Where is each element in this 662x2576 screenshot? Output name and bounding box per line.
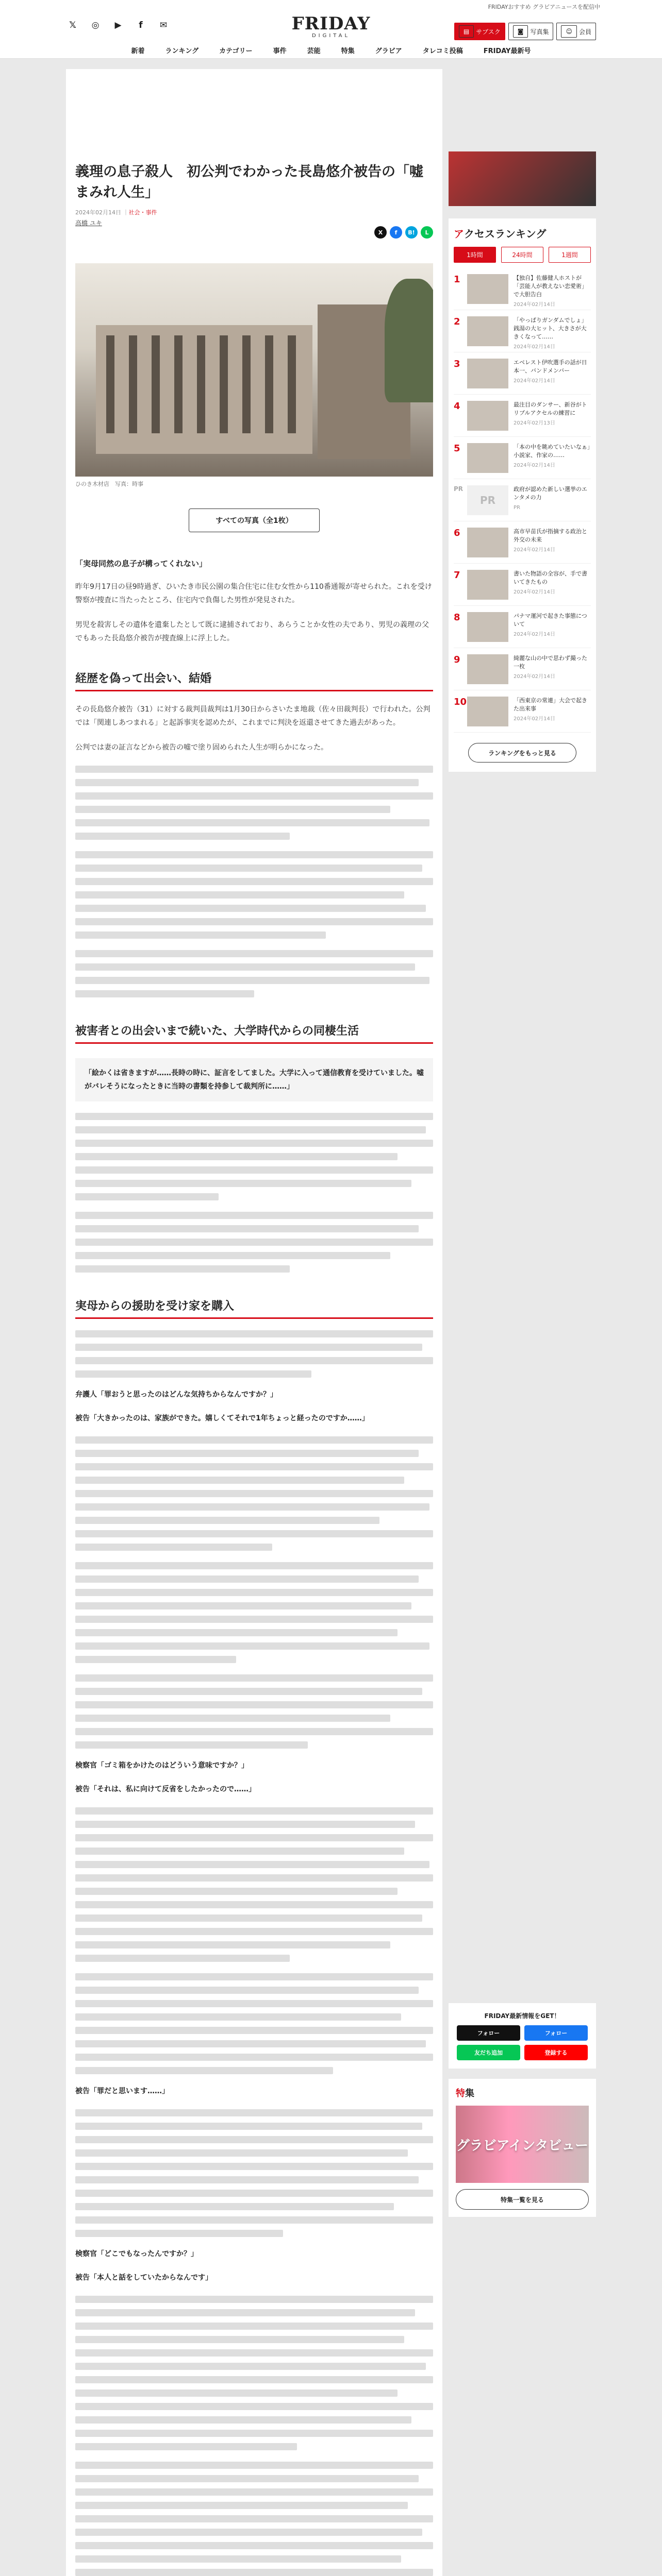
rank-number: 4 — [454, 401, 460, 412]
ranking-item[interactable] — [454, 310, 591, 352]
share-x-icon[interactable]: X — [374, 226, 387, 239]
text-block — [75, 1330, 433, 1378]
text-block — [75, 1674, 433, 1749]
paragraph-2: 男児を殺害しその遺体を遺棄したとして既に逮捕されており、あらうことか女性の夫であり、男児の義理の父でもあった長島悠介被告が捜査線上に浮上した。 — [75, 621, 429, 642]
quote-block: 「絵かくは省きますが……長時の時に、証言をしてました。大学に入って通信教育を受けていました。嘘がバレそうになったときに当時の書類を持参して裁判所に……」 — [75, 1058, 433, 1101]
instagram-icon[interactable]: ◎ — [91, 20, 100, 30]
rank-thumbnail — [467, 401, 508, 431]
text-block — [75, 2296, 433, 2450]
rank-thumbnail — [467, 612, 508, 642]
text-block — [75, 1562, 433, 1663]
ranking-item[interactable] — [454, 690, 591, 733]
rank-number: PR — [454, 485, 464, 493]
text-block — [75, 851, 433, 939]
ranking-list — [449, 268, 596, 772]
rank-number: 10 — [454, 697, 467, 707]
follow-buttons — [457, 2025, 588, 2060]
share-facebook-icon[interactable]: f — [390, 226, 402, 239]
x-icon[interactable]: 𝕏 — [69, 20, 76, 30]
ranking-item-pr[interactable] — [454, 479, 591, 521]
ranking-tabs — [454, 247, 591, 263]
text-block — [75, 766, 433, 840]
share-line-icon[interactable]: L — [421, 226, 433, 239]
rank-thumbnail — [467, 443, 508, 473]
ranking-item[interactable] — [454, 521, 591, 564]
photobook-button[interactable] — [508, 23, 554, 40]
rank-thumbnail — [467, 654, 508, 684]
rank-title: エベレスト伊吹選手の話が日本一、バンドメンバー — [514, 359, 587, 374]
page-body — [0, 59, 662, 2576]
dialog-line-7: 被告「本人と話をしていたからなんです」 — [75, 2274, 212, 2282]
text-block — [75, 1212, 433, 1273]
ranking-title-rest: クセスランキング — [464, 228, 547, 240]
text-block — [75, 1436, 433, 1551]
section-heading-3: 実母からの援助を受け家を購入 — [75, 1293, 433, 1319]
follow-line-button[interactable]: 友だち追加 — [457, 2045, 520, 2060]
book-icon: ▤ — [459, 25, 474, 38]
rank-title: 最注目のダンサー、新谷がトリプルアクセルの練習に — [514, 401, 587, 416]
sidebar-banner[interactable] — [449, 151, 596, 206]
rank-thumbnail — [467, 570, 508, 600]
ranking-item[interactable] — [454, 395, 591, 437]
article-date: 2024年02月14日 — [75, 209, 121, 216]
ranking-title-accent: ア — [454, 228, 464, 240]
article — [66, 69, 442, 2576]
feature-box — [449, 2079, 596, 2217]
text-block — [75, 1973, 433, 2074]
user-icon: ☺ — [561, 25, 577, 38]
dialog-line-5: 被告「罪だと思います……」 — [75, 2087, 169, 2095]
subscribe-label: サブスク — [476, 28, 501, 36]
share-buttons — [374, 226, 433, 239]
tab-1week[interactable]: 1週間 — [549, 247, 591, 263]
section-heading-2: 被害者との出会いまで続いた、大学時代からの同棲生活 — [75, 1018, 433, 1044]
nav-ranking[interactable]: ランキング — [165, 47, 199, 55]
youtube-icon[interactable]: ▶ — [114, 20, 122, 30]
rank-thumbnail — [467, 359, 508, 388]
follow-box — [449, 2003, 596, 2069]
mail-icon[interactable]: ✉ — [159, 20, 168, 30]
rank-thumbnail — [467, 274, 508, 304]
member-button[interactable] — [556, 23, 596, 40]
tree-illustration — [385, 279, 433, 402]
article-meta: 2024年02月14日 ｜社会・事件 — [75, 209, 157, 216]
rank-number: 5 — [454, 443, 460, 454]
photo-caption: ひのき木材店 写真：時事 — [75, 481, 143, 487]
ranking-title — [454, 226, 591, 241]
article-author[interactable]: 高橋 ユキ — [75, 219, 102, 227]
rank-date: 2024年02月14日 — [514, 378, 555, 384]
feature-banner[interactable]: グラビアインタビュー — [456, 2106, 589, 2183]
ranking-item[interactable] — [454, 437, 591, 479]
nav-new[interactable]: 新着 — [131, 47, 145, 55]
nav-category[interactable]: カテゴリー — [219, 47, 253, 55]
rank-number: 8 — [454, 612, 460, 623]
paragraph-1: 昨年9月17日の昼9時過ぎ、ひいたき市民公園の集合住宅に住む女性から110番通報が寄せられた。これを受け警察が捜査に当たったところ、住宅内で負傷した男性が発見された。 — [75, 583, 432, 604]
ranking-item[interactable] — [454, 352, 591, 395]
ranking-more-button[interactable]: ランキングをもっと見る — [468, 743, 576, 762]
rank-title: 「本の中を眺めていたいなぁ」小説家、作家の…… — [514, 444, 590, 459]
rank-number: 9 — [454, 654, 460, 665]
dialog-line-3: 検察官「ゴミ箱をかけたのはどういう意味ですか？」 — [75, 1761, 249, 1770]
feature-title-rest: 集 — [465, 2088, 474, 2099]
feature-title — [456, 2086, 589, 2099]
dialog-line-4: 被告「それは、私に向けて反省をしたかったので……」 — [75, 1785, 256, 1793]
rank-title: パナマ運河で起きた事態について — [514, 613, 587, 628]
follow-facebook-button[interactable]: フォロー — [524, 2025, 588, 2041]
camera-icon: ◙ — [513, 25, 528, 38]
text-block — [75, 1113, 433, 1200]
dialog-line-2: 被告「大きかったのは、家族ができた。嬉しくてそれで1年ちょっと経ったのですか……」 — [75, 1414, 369, 1422]
tab-1hour[interactable]: 1時間 — [454, 247, 496, 263]
follow-title: FRIDAY最新情報をGET！ — [484, 2012, 560, 2020]
article-photo[interactable] — [75, 263, 433, 477]
tab-24hours[interactable]: 24時間 — [501, 247, 543, 263]
nav-incident[interactable]: 事件 — [273, 47, 287, 55]
rank-thumbnail — [467, 528, 508, 557]
logo-text: FRIDAY — [291, 13, 371, 34]
rank-title: 書いた物語の全容が、手で書いてきたもの — [514, 570, 587, 585]
ranking-item[interactable] — [454, 606, 591, 648]
nav-gravure[interactable]: グラビア — [375, 47, 402, 55]
text-block — [75, 1807, 433, 1962]
dialog-line-6: 検察官「どこでもなったんですか？」 — [75, 2250, 198, 2258]
article-category[interactable]: 社会・事件 — [128, 209, 157, 216]
top-strip — [0, 0, 662, 11]
rank-title: 「やっぱりガンダムでしょ」銭湯の大ヒット、大きさが大きくなって…… — [514, 317, 587, 340]
rank-title: 政府が認めた新しい選挙のエンタメの力 — [514, 486, 587, 501]
text-block — [75, 950, 433, 997]
all-photos-button[interactable]: すべての写真（全1枚） — [189, 509, 320, 532]
rank-date: 2024年02月14日 — [514, 302, 555, 308]
nav-latest-issue[interactable]: FRIDAY最新号 — [483, 47, 531, 55]
social-links — [66, 19, 170, 32]
member-label: 会員 — [578, 28, 591, 36]
rank-date: PR — [514, 505, 520, 511]
rank-title: 【独自】佐藤健人ホストが「芸能人が教えない恋愛術」で大胆告白 — [514, 275, 587, 298]
feature-more-button[interactable]: 特集一覧を見る — [456, 2189, 589, 2210]
ranking-header — [449, 218, 596, 268]
rank-thumbnail — [467, 316, 508, 346]
rank-date: 2024年02月14日 — [514, 463, 555, 468]
site-header — [0, 11, 662, 59]
rank-date: 2024年02月14日 — [514, 674, 555, 680]
sidebar — [449, 69, 596, 2217]
rank-date: 2024年02月13日 — [514, 420, 555, 426]
rank-date: 2024年02月14日 — [514, 632, 555, 637]
pr-thumbnail: PR — [467, 485, 508, 515]
logo-subtext: DIGITAL — [311, 33, 351, 39]
rank-date: 2024年02月14日 — [514, 344, 555, 350]
ranking-item[interactable] — [454, 648, 591, 690]
site-logo[interactable] — [289, 14, 373, 39]
subscribe-button[interactable] — [454, 23, 505, 40]
rank-title: 「西東京の常連」大会で起きた出来事 — [514, 697, 587, 712]
paragraph-4: 公判では妻の証言などから被告の嘘で塗り固められた人生が明らかになった。 — [75, 743, 328, 752]
top-note: FRIDAYおすすめ グラビアニュースを配信中 — [488, 4, 600, 10]
rank-title: 高市早苗氏が指摘する政治と外交の未来 — [514, 528, 587, 543]
nav-feature[interactable]: 特集 — [341, 47, 355, 55]
text-block — [75, 2109, 433, 2237]
photobook-label: 写真集 — [530, 28, 549, 36]
rank-number: 2 — [454, 316, 460, 327]
text-block — [75, 2462, 433, 2576]
rank-thumbnail — [467, 697, 508, 726]
rank-date: 2024年02月14日 — [514, 589, 555, 595]
rank-number: 1 — [454, 274, 460, 285]
article-title: 義理の息子殺人 初公判でわかった長島悠介被告の「嘘まみれ人生」 — [75, 164, 423, 200]
share-hatena-icon[interactable]: B! — [405, 226, 418, 239]
article-lead: 「実母同然の息子が構ってくれない」 — [75, 559, 207, 568]
rank-title: 綺麗な山の中で思わず撮った一枚 — [514, 655, 587, 670]
paragraph-3: その長島悠介被告（31）に対する裁判員裁判は1月30日からさいたま地裁（佐々田裁判長）で行われた。公判では「関連しあつまれる」と起訴事実を認めたが、これまでに判決を返還させてきた過去があった。 — [75, 705, 431, 727]
feature-title-accent: 特 — [456, 2088, 465, 2099]
rank-number: 3 — [454, 359, 460, 369]
nav-entertainment[interactable]: 芸能 — [307, 47, 321, 55]
follow-x-button[interactable]: フォロー — [457, 2025, 520, 2041]
facebook-icon[interactable]: f — [139, 20, 143, 30]
nav-tip[interactable]: タレコミ投稿 — [422, 47, 463, 55]
dialog-line-1: 弁護人「罪おうと思ったのはどんな気持ちからなんですか？」 — [75, 1391, 277, 1399]
rank-number: 7 — [454, 570, 460, 581]
rank-number: 6 — [454, 528, 460, 538]
ranking-item[interactable] — [454, 564, 591, 606]
building-illustration — [96, 325, 312, 454]
section-heading-1: 経歴を偽って出会い、結婚 — [75, 666, 433, 691]
ranking-item[interactable] — [454, 268, 591, 310]
rank-date: 2024年02月14日 — [514, 716, 555, 722]
header-buttons — [454, 23, 596, 40]
rank-date: 2024年02月14日 — [514, 547, 555, 553]
follow-youtube-button[interactable]: 登録する — [524, 2045, 588, 2060]
main-nav — [0, 41, 662, 59]
